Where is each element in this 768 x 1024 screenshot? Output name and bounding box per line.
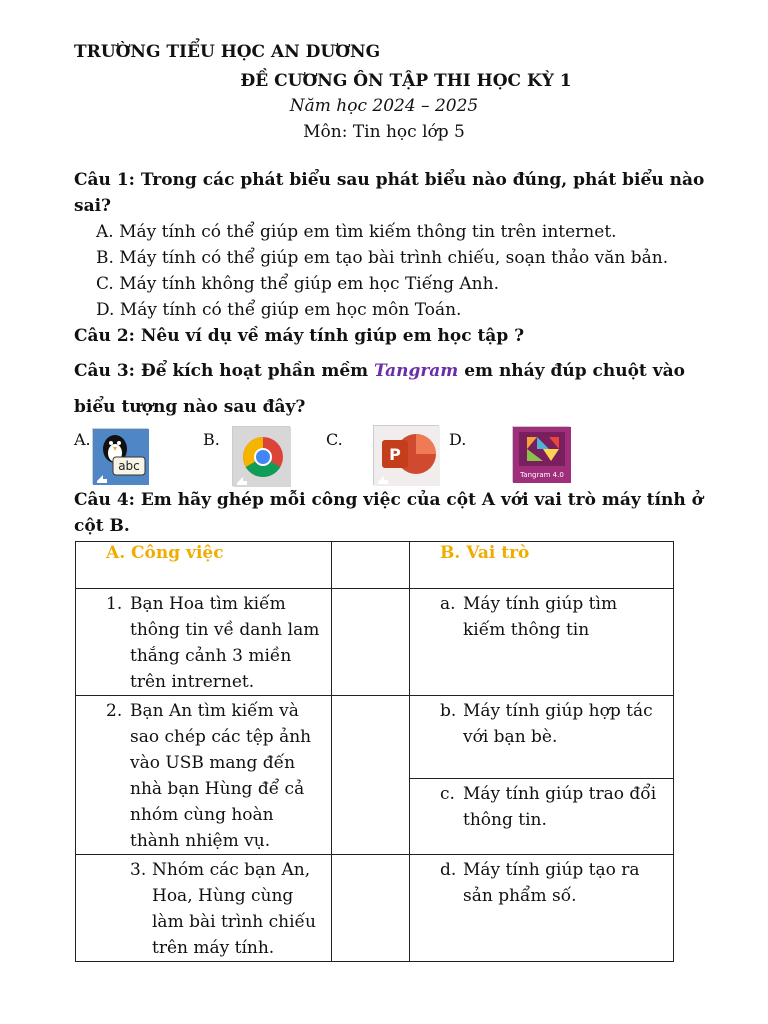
- powerpoint-icon[interactable]: [373, 425, 439, 485]
- header-b-text: B. Vai trò: [440, 543, 530, 563]
- q3-label-a: A.: [74, 430, 91, 449]
- tangram-icon[interactable]: [512, 426, 570, 482]
- table-header-row: [76, 542, 674, 589]
- q3-app-name: Tangram: [374, 361, 459, 381]
- role-c-cell: [410, 778, 674, 854]
- task-2-number: 2.: [106, 701, 123, 721]
- q3-label-b: B.: [203, 430, 220, 449]
- role-d-line: Máy tính giúp tạo ra: [463, 860, 640, 880]
- task-2-cell: [76, 696, 332, 855]
- q1-option-a: A. Máy tính có thể giúp em tìm kiếm thông tin trên internet.: [96, 222, 617, 242]
- role-b-letter: b.: [440, 701, 457, 721]
- q1-line1: Câu 1: Trong các phát biểu sau phát biểu nào đúng, phát biểu nào: [74, 170, 705, 190]
- task-3-line: trên máy tính.: [152, 938, 275, 958]
- table-row: [76, 589, 674, 696]
- task-1-line: thông tin về danh lam: [130, 620, 320, 640]
- blank-cell: [332, 855, 410, 962]
- subject-line: Môn: Tin học lớp 5: [303, 122, 465, 142]
- task-2-line: nhóm cùng hoàn: [130, 805, 274, 825]
- task-2-line: sao chép các tệp ảnh: [130, 727, 312, 747]
- role-a-line: kiếm thông tin: [463, 620, 590, 640]
- q3-label-c: C.: [326, 430, 343, 449]
- header-column-a: [76, 542, 332, 589]
- blank-cell: [332, 696, 410, 855]
- task-2-line: vào USB mang đến: [130, 753, 296, 773]
- task-3-line: làm bài trình chiếu: [152, 912, 316, 932]
- role-b-line: với bạn bè.: [463, 727, 558, 747]
- role-d-cell: [410, 855, 674, 962]
- role-c-line: Máy tính giúp trao đổi: [463, 783, 657, 804]
- school-name: TRƯỜNG TIỂU HỌC AN DƯƠNG: [74, 42, 381, 62]
- task-3-line: Nhóm các bạn An,: [152, 860, 311, 880]
- q1-line2: sai?: [74, 196, 112, 216]
- q3-line1: [74, 361, 685, 381]
- task-2-line: Bạn An tìm kiếm và: [130, 701, 299, 721]
- role-b-cell: [410, 696, 674, 779]
- q3-suffix: em nháy đúp chuột vào: [458, 361, 685, 381]
- table-row: [76, 696, 674, 779]
- task-1-cell: [76, 589, 332, 696]
- task-2-line: thành nhiệm vụ.: [130, 831, 271, 851]
- header-column-b: [410, 542, 674, 589]
- task-3-line: Hoa, Hùng cùng: [152, 886, 294, 906]
- role-d-line: sản phẩm số.: [463, 886, 577, 906]
- task-1-line: trên intrernet.: [130, 672, 255, 692]
- header-a-text: A. Công việc: [106, 543, 224, 563]
- matching-table: [75, 541, 674, 962]
- header-blank-cell: [332, 542, 410, 589]
- q1-option-c: C. Máy tính không thể giúp em học Tiếng Anh.: [96, 274, 499, 294]
- role-d-letter: d.: [440, 860, 457, 880]
- q2-text: Câu 2: Nêu ví dụ về máy tính giúp em học tập ?: [74, 326, 525, 346]
- q3-prefix: Câu 3: Để kích hoạt phần mềm: [74, 361, 375, 381]
- document-title: ĐỀ CƯƠNG ÔN TẬP THI HỌC KỲ 1: [240, 71, 572, 91]
- task-2-line: nhà bạn Hùng để cả: [130, 779, 305, 799]
- role-c-letter: c.: [440, 783, 455, 804]
- blank-cell: [332, 589, 410, 696]
- task-3-number: 3.: [130, 860, 147, 880]
- q3-label-d: D.: [449, 430, 467, 449]
- q4-line1: Câu 4: Em hãy ghép mỗi công việc của cột A với vai trò máy tính ở: [74, 490, 703, 510]
- chrome-icon[interactable]: [232, 426, 290, 486]
- role-b-line: Máy tính giúp hợp tác: [463, 701, 653, 721]
- svg-text:abc: abc: [118, 459, 140, 473]
- abc-penguin-icon[interactable]: [92, 428, 148, 484]
- task-1-line: thắng cảnh 3 miền: [130, 646, 292, 666]
- role-a-line: Máy tính giúp tìm: [463, 594, 618, 614]
- svg-text:P: P: [389, 445, 401, 464]
- school-year: Năm học 2024 – 2025: [289, 96, 479, 116]
- role-c-line: thông tin.: [463, 809, 547, 830]
- role-a-letter: a.: [440, 594, 456, 614]
- svg-text:Tangram 4.0: Tangram 4.0: [520, 471, 564, 479]
- q1-option-b: B. Máy tính có thể giúp em tạo bài trình chiếu, soạn thảo văn bản.: [96, 248, 669, 268]
- task-1-line: Bạn Hoa tìm kiếm: [130, 594, 286, 614]
- table-row: [76, 855, 674, 962]
- task-1-number: 1.: [106, 594, 123, 614]
- q1-option-d: D. Máy tính có thể giúp em học môn Toán.: [96, 300, 462, 320]
- task-3-cell: [76, 855, 332, 962]
- q4-line2: cột B.: [74, 516, 130, 536]
- q3-line2: biểu tượng nào sau đây?: [74, 397, 306, 417]
- role-a-cell: [410, 589, 674, 696]
